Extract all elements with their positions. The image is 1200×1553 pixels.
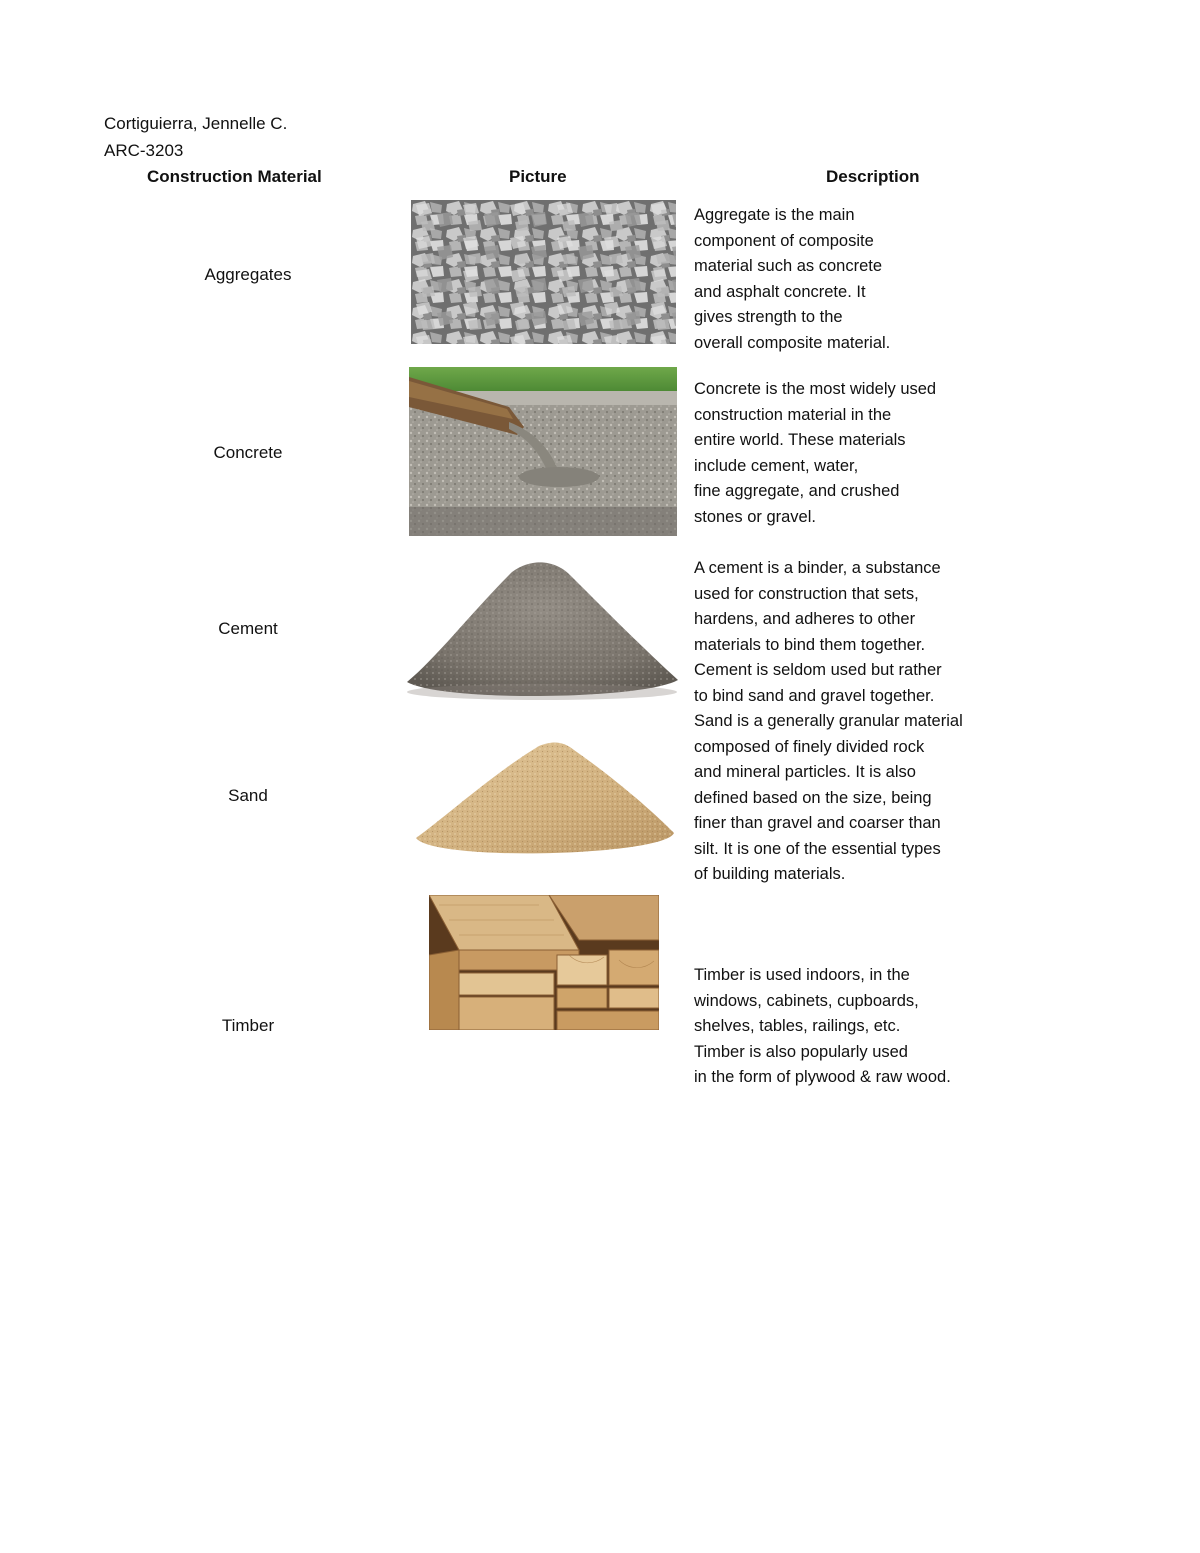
description-aggregates [694,203,890,356]
sand-pile-photo [414,738,676,866]
description-line: component of composite [694,231,874,250]
material-name-concrete: Concrete [213,443,283,462]
description-sand [694,709,963,888]
material-name-sand: Sand [228,786,268,805]
column-header-picture: Picture [509,167,567,186]
description-line: A cement is a binder, a substance [694,559,941,577]
description-line: fine aggregate, and crushed [694,482,900,500]
concrete-pour-photo [409,367,677,536]
column-header-description: Description [826,167,920,186]
description-line: Concrete is the most widely used [694,380,937,398]
description-line: materials to bind them together. [694,635,926,654]
description-line: composed of finely divided rock [694,737,925,756]
description-line: Sand is a generally granular material [694,712,963,730]
description-line: Cement is seldom used but rather [694,661,942,679]
description-line: Aggregate is the main [694,206,855,224]
author-name: Cortiguierra, Jennelle C. [104,114,288,133]
description-line: Timber is used indoors, in the [694,966,910,984]
description-line: entire world. These materials [694,431,906,449]
description-line: finer than gravel and coarser than [694,814,941,832]
material-name-cement: Cement [218,619,278,638]
description-line: gives strength to the [694,308,843,326]
description-line: include cement, water, [694,456,859,475]
description-line: construction material in the [694,405,892,424]
description-line: Timber is also popularly used [694,1042,908,1061]
material-name-timber: Timber [221,1016,275,1035]
description-line: stones or gravel. [694,507,816,526]
description-line: to bind sand and gravel together. [694,686,935,705]
description-line: shelves, tables, railings, etc. [694,1017,901,1035]
description-line: material such as concrete [694,257,883,275]
description-line: used for construction that sets, [694,584,919,603]
description-line: of building materials. [694,865,846,883]
description-line: windows, cabinets, cupboards, [694,991,919,1010]
timber-stack-photo [429,895,659,1030]
description-line: overall composite material. [694,333,891,352]
cement-pile-photo [402,552,682,704]
description-line: silt. It is one of the essential types [694,839,941,858]
gravel-photo [411,200,676,344]
course-code: ARC-3203 [104,141,184,160]
description-line: defined based on the size, being [694,788,932,807]
description-line: hardens, and adheres to other [694,610,916,628]
column-header-material: Construction Material [147,167,322,186]
description-line: and asphalt concrete. It [694,282,866,301]
description-cement [694,556,942,709]
description-line: in the form of plywood & raw wood. [694,1068,951,1086]
description-concrete [694,377,936,530]
description-timber [694,963,951,1091]
description-line: and mineral particles. It is also [694,763,916,781]
material-name-aggregates: Aggregates [204,265,292,284]
